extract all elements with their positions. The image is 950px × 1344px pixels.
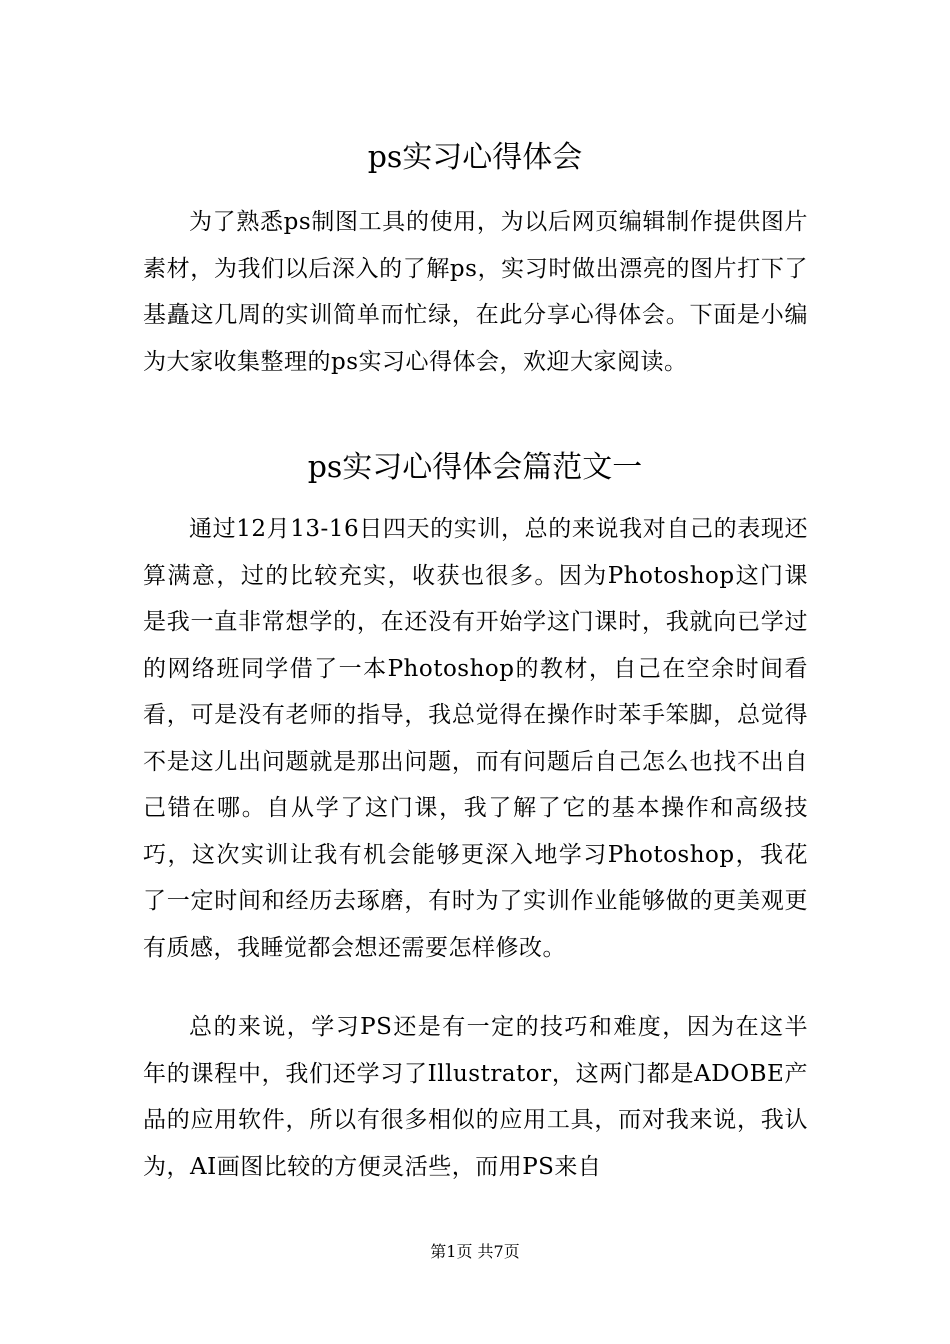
section-title: ps实习心得体会篇范文一 (307, 450, 643, 485)
page-footer: 第1页 共7页 (430, 1242, 520, 1261)
body-paragraph-2: 总的来说，学习PS还是有一定的技巧和难度，因为在这半年的课程中，我们还学习了Illustrator，这两门都是ADOBE产品的应用软件，所以有很多相似的应用工具，而对我来说，我认为，AI画图比较的方便灵活些，而用PS来自 (143, 1014, 808, 1180)
body-paragraph-1: 通过12月13-16日四天的实训，总的来说我对自己的表现还算满意，过的比较充实，收获也很多。因为Photoshop这门课是我一直非常想学的，在还没有开始学这门课时，我就向已学过的网络班同学借了一本Photoshop的教材，自己在空余时间看看，可是没有老师的指导，我总觉得在操作时苯手笨脚，总觉得不是这儿出问题就是那出问题，而有问题后自己怎么也找不出自己错在哪。自从学了这门课，我了解了它的基本操作和高级技巧，这次实训让我有机会能够更深入地学习Photoshop，我花了一定时间和经历去琢磨，有时为了实训作业能够做的更美观更有质感，我睡觉都会想还需要怎样修改。 (143, 516, 808, 961)
intro-paragraph: 为了熟悉ps制图工具的使用，为以后网页编辑制作提供图片素材，为我们以后深入的了解ps，实习时做出漂亮的图片打下了基矗这几周的实训简单而忙绿，在此分享心得体会。下面是小编为大家收集整理的ps实习心得体会，欢迎大家阅读。 (143, 209, 808, 375)
document-title: ps实习心得体会 (367, 140, 583, 175)
